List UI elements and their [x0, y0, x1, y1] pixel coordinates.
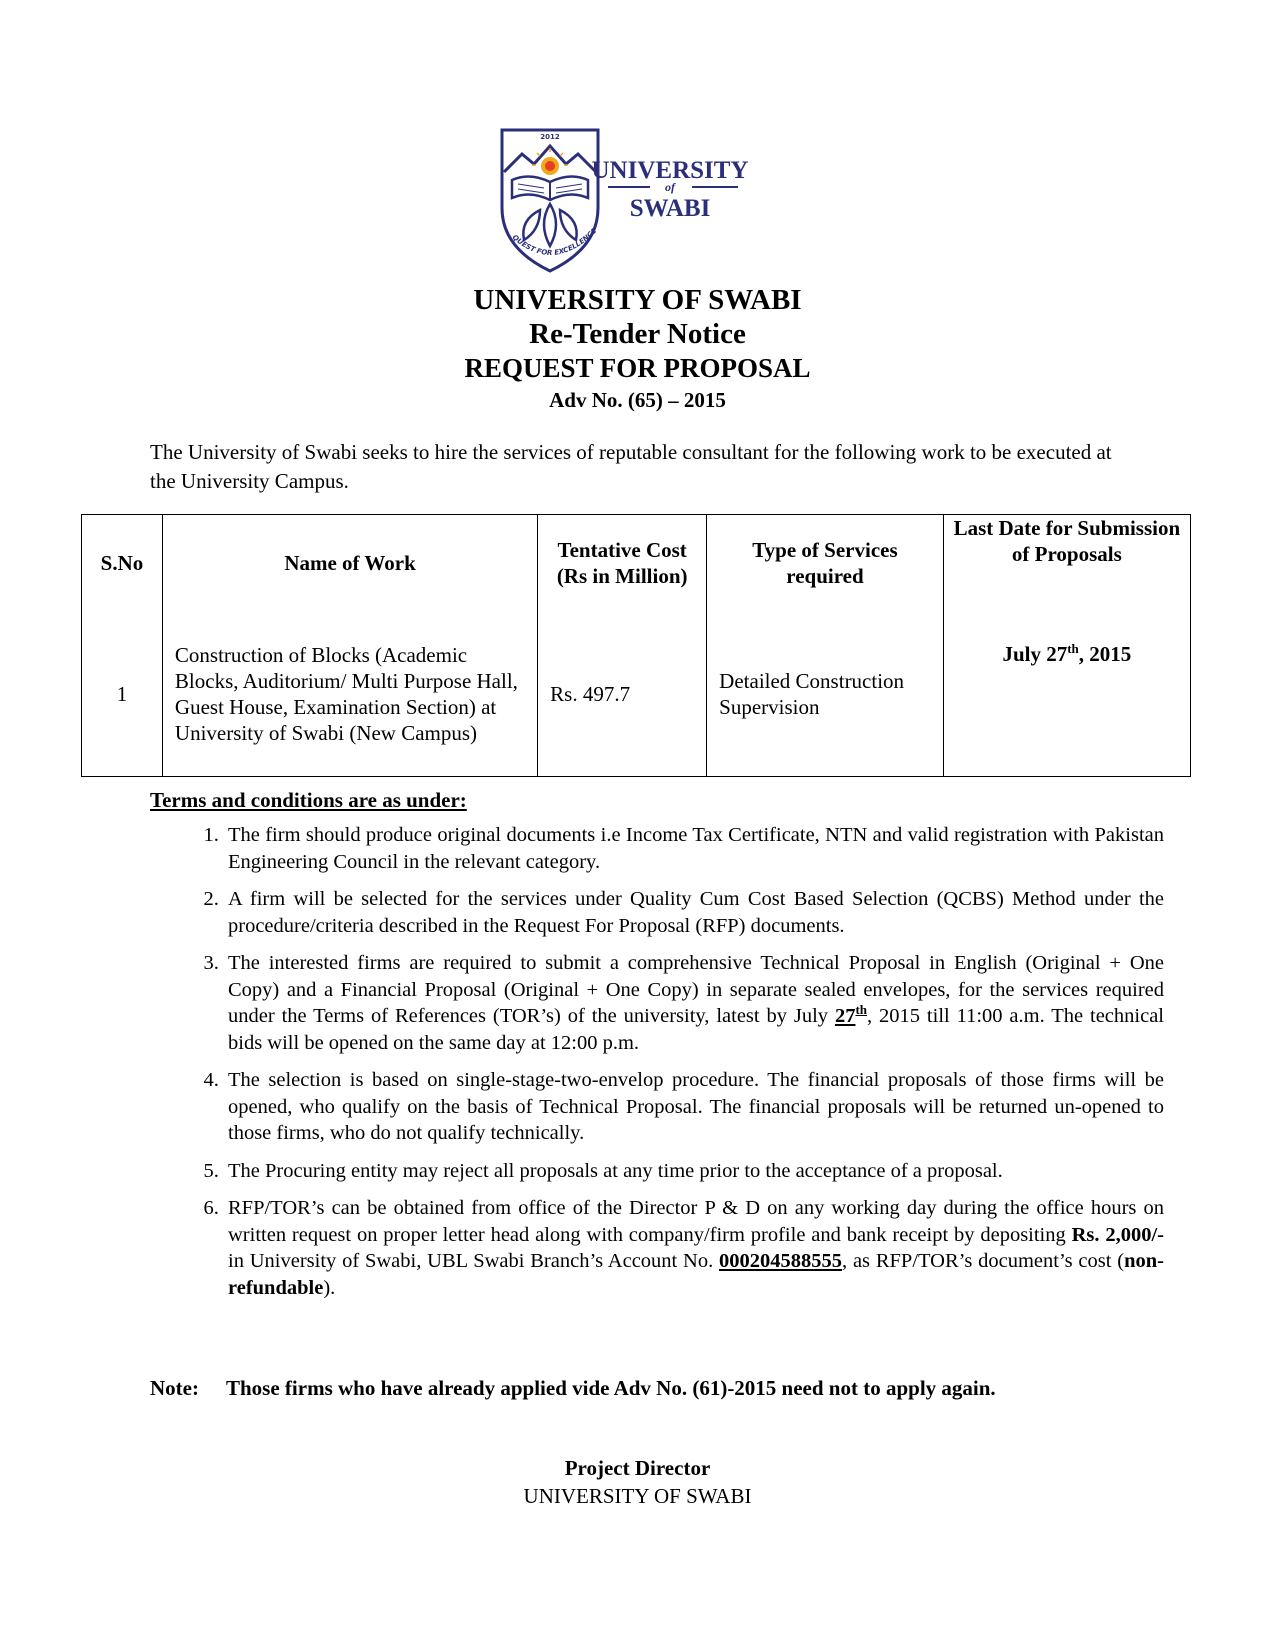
signature-block: [0, 1454, 1275, 1510]
works-table: [81, 514, 1191, 777]
logo-motto: QUEST FOR EXCELLENCE: [510, 226, 599, 258]
signature-title: Project Director: [564, 1456, 711, 1480]
list-item: 1. The firm should produce original documents i.e Income Tax Certificate, NTN and valid registration with Pakistan Engineering Council in the relevant category.: [224, 822, 1164, 875]
list-item: 5. The Procuring entity may reject all proposals at any time prior to the acceptance of a proposal.: [224, 1158, 1164, 1185]
table-header-row: [82, 515, 1191, 612]
list-item: 4. The selection is based on single-stage-two-envelop procedure. The financial proposals of those firms will be opened, who qualify on the basis of Technical Proposal. The financial proposals will be returned un-opened to those firms, who do not qualify technically.: [224, 1067, 1164, 1147]
logo-name-university: UNIVERSITY: [591, 157, 749, 184]
heading-university: UNIVERSITY OF SWABI: [473, 284, 802, 316]
logo-name-of: of: [665, 180, 675, 194]
logo-year: 2012: [540, 133, 560, 141]
signature-org: UNIVERSITY OF SWABI: [523, 1484, 752, 1508]
terms-title: Terms and conditions are as under:: [150, 788, 467, 812]
cell-cost: Rs. 497.7: [538, 611, 707, 777]
note-label: Note:: [150, 1376, 199, 1400]
terms-list: [186, 822, 1164, 1312]
header-last-date: Last Date for Submission of Proposals: [943, 515, 1190, 612]
note: [150, 1374, 1140, 1402]
list-item: 2. A firm will be selected for the services under Quality Cum Cost Based Selection (QCBS) Method under the procedure/criteria described in the Request For Proposal (RFP) documents.: [224, 886, 1164, 939]
list-item: 6. RFP/TOR’s can be obtained from office of the Director P & D on any working day during the office hours on written request on proper letter head along with company/firm profile and bank receipt by depositing Rs. 2,000/- in University of Swabi, UBL Swabi Branch’s Account No. 000204588555, as RFP/TOR’s document’s cost (non-refundable).: [224, 1195, 1164, 1301]
logo-name-swabi: SWABI: [629, 195, 711, 222]
university-logo: [500, 128, 780, 273]
header-name-of-work: Name of Work: [162, 515, 537, 612]
cell-sno: 1: [82, 611, 163, 777]
notice-heading: [0, 283, 1275, 415]
heading-notice-type: Re-Tender Notice: [529, 318, 746, 350]
list-item: 3. The interested firms are required to submit a comprehensive Technical Proposal in English (Original + One Copy) and a Financial Proposal (Original + One Copy) in separate sealed envelopes, for the services required under the Terms of References (TOR’s) of the university, latest by July 27th, 2015 till 11:00 a.m. The technical bids will be opened on the same day at 12:00 p.m.: [224, 950, 1164, 1056]
heading-adv-number: Adv No. (65) – 2015: [549, 388, 726, 412]
account-number: 000204588555: [719, 1250, 843, 1272]
intro-paragraph: The University of Swabi seeks to hire the services of reputable consultant for the following work to be executed at the University Campus.: [150, 440, 1112, 493]
table-row: [82, 611, 1191, 777]
header-type-of-services: Type of Services required: [707, 515, 944, 612]
cell-type-of-services: Detailed Construction Supervision: [707, 611, 944, 777]
note-text: Those firms who have already applied vide Adv No. (61)-2015 need not to apply again.: [226, 1376, 996, 1400]
header-sno: S.No: [82, 515, 163, 612]
cell-last-date: July 27th, 2015: [943, 611, 1190, 777]
cell-name-of-work: Construction of Blocks (Academic Blocks, Auditorium/ Multi Purpose Hall, Guest House, Examination Section) at University of Swabi (New Campus): [162, 611, 537, 777]
header-tentative-cost: Tentative Cost (Rs in Million): [538, 515, 707, 612]
heading-rfp: REQUEST FOR PROPOSAL: [464, 353, 811, 383]
